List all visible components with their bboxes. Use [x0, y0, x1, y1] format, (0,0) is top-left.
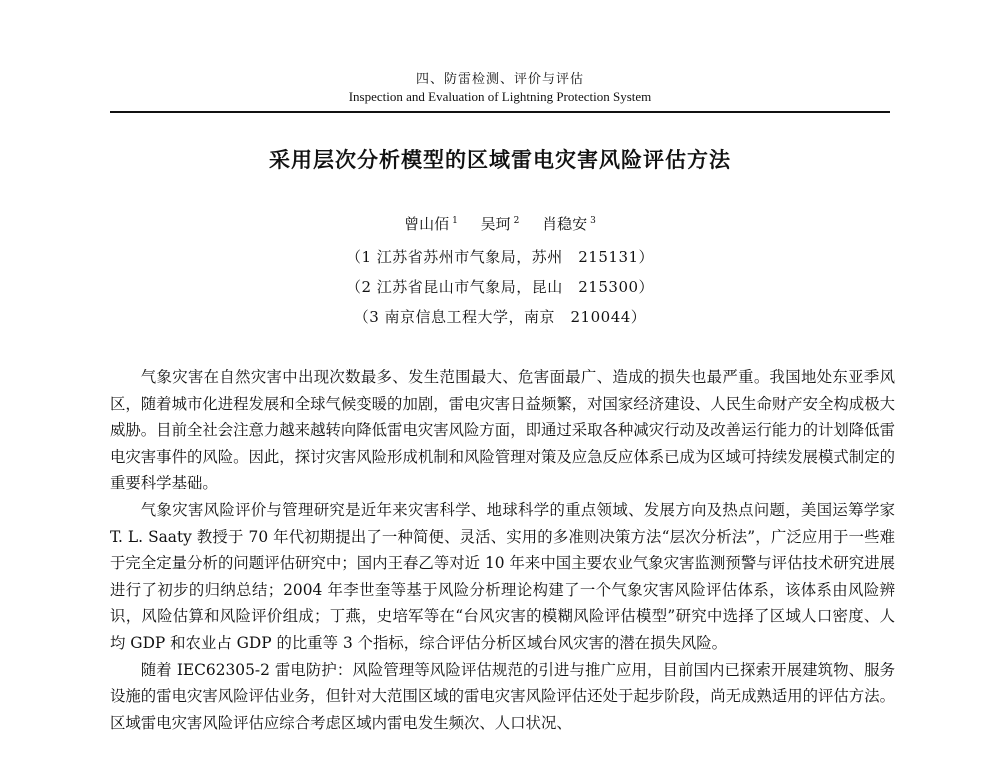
author: [481, 215, 520, 233]
affiliation-list: [110, 242, 890, 332]
running-header: [110, 71, 890, 105]
affiliation: （3 南京信息工程大学，南京 210044）: [353, 308, 647, 326]
author-name: 吴珂: [480, 215, 511, 233]
affiliation: （2 江苏省昆山市气象局，昆山 215300）: [345, 278, 655, 296]
section-title-english: Inspection and Evaluation of Lightning Protection System: [348, 89, 652, 104]
paragraph: 气象灾害风险评价与管理研究是近年来灾害科学、地球科学的重点领域、发展方向及热点问题，美国运筹学家 T. L. Saaty 教授于 70 年代初期提出了一种简便、灵活、实用的多准则决策方法“层次分析法”，广泛应用于一些难于完全定量分析的问题评估研究中；国内王春乙等对近 10 年来中国主要农业气象灾害监测预警与评估技术研究进展进行了初步的归纳总结；2004 年李世奎等基于风险分析理论构建了一个气象灾害风险评估体系，该体系由风险辨识，风险估算和风险评价组成；丁燕，史培军等在“台风灾害的模糊风险评估模型”研究中选择了区域人口密度、人均 GDP 和农业占 GDP 的比重等 3 个指标，综合评估分析区域台风灾害的潜在损失风险。: [110, 500, 895, 652]
author-affiliation-mark: 3: [590, 216, 596, 226]
author-name: 肖稳安: [542, 215, 588, 233]
author: [542, 215, 596, 233]
body-text: [110, 364, 895, 736]
author-affiliation-mark: 1: [452, 216, 458, 226]
paper-title: 采用层次分析模型的区域雷电灾害风险评估方法: [269, 148, 731, 172]
header-rule: [110, 111, 890, 113]
author-name: 曾山佰: [404, 215, 450, 233]
page-crop-edge: [0, 752, 1000, 760]
author: [404, 215, 458, 233]
section-title-chinese: 四、防雷检测、评价与评估: [415, 72, 584, 87]
paragraph: 随着 IEC62305-2 雷电防护：风险管理等风险评估规范的引进与推广应用，目前国内已探索开展建筑物、服务设施的雷电灾害风险评估业务，但针对大范围区域的雷电灾害风险评估还处于起步阶段，尚无成熟适用的评估方法。区域雷电灾害风险评估应综合考虑区域内雷电发生频次、人口状况、: [110, 660, 895, 732]
affiliation: （1 江苏省苏州市气象局，苏州 215131）: [345, 248, 655, 266]
author-list: [110, 210, 890, 235]
author-affiliation-mark: 2: [513, 216, 520, 226]
paragraph: 气象灾害在自然灾害中出现次数最多、发生范围最大、危害面最广、造成的损失也最严重。我国地处东亚季风区，随着城市化进程发展和全球气候变暖的加剧，雷电灾害日益频繁，对国家经济建设、人民生命财产安全构成极大威胁。目前全社会注意力越来越转向降低雷电灾害风险方面，即通过采取各种减灾行动及改善运行能力的计划降低雷电灾害事件的风险。因此，探讨灾害风险形成机制和风险管理对策及应急反应体系已成为区域可持续发展模式制定的重要科学基础。: [110, 368, 895, 493]
